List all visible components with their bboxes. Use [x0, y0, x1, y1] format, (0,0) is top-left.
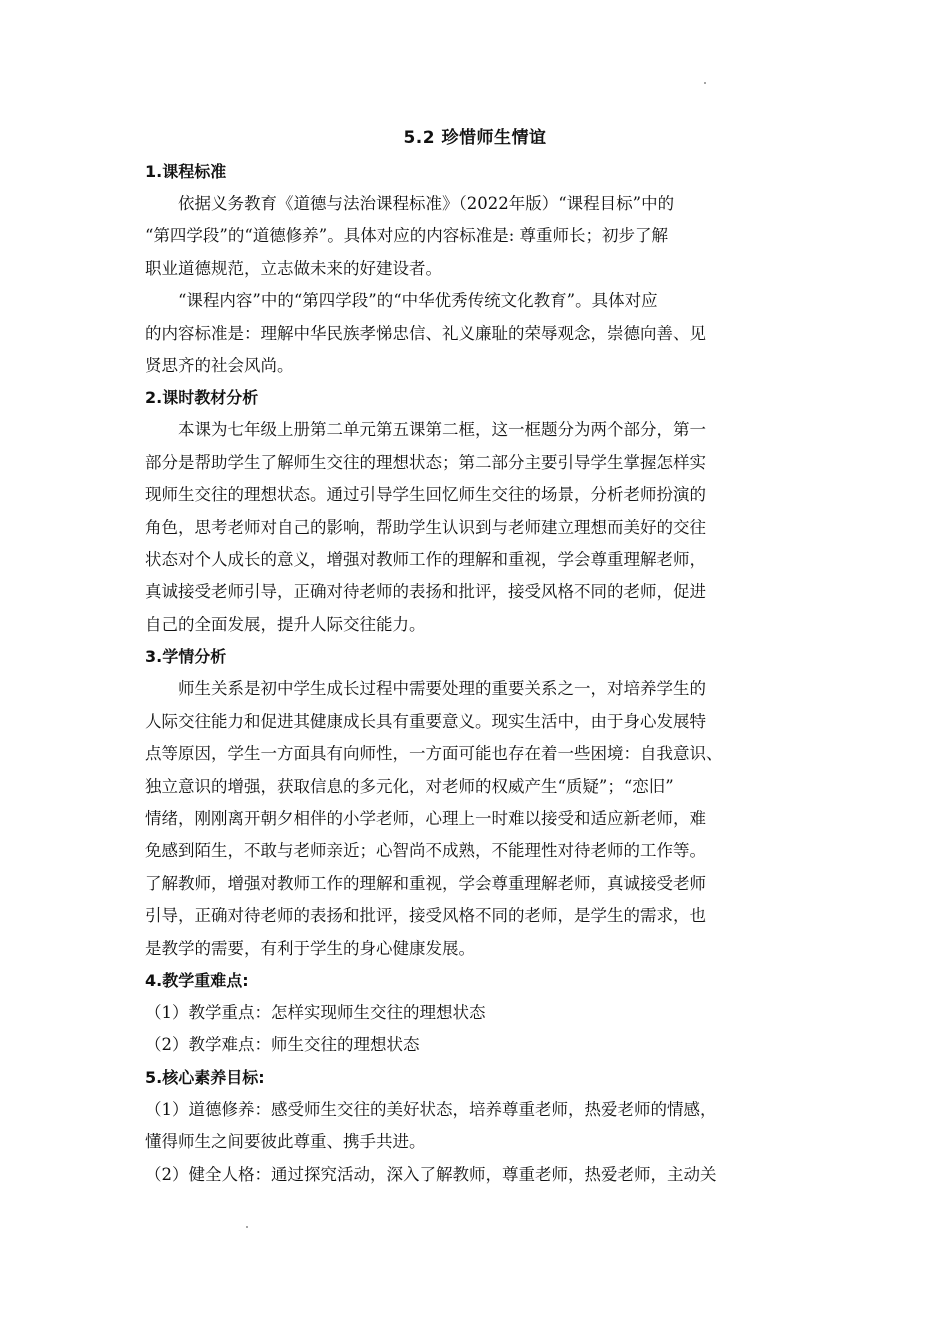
text-line: “第四学段”的“道德修养”。具体对应的内容标准是: 尊重师长；初步了解: [145, 226, 669, 246]
section-heading-textbook-analysis: 2.课时教材分析: [145, 388, 259, 408]
list-item: [145, 997, 825, 1029]
section-heading-key-difficulties: 4.教学重难点:: [145, 970, 249, 990]
text-line: （2）健全人格：通过探究活动，深入了解教师，尊重老师，热爱老师，主动关: [145, 1164, 717, 1184]
list-item: [145, 1159, 825, 1191]
text-line: 是教学的需要，有利于学生的身心健康发展。: [145, 938, 475, 958]
text-line: 点等原因，学生一方面具有向师性，一方面可能也存在着一些困境：自我意识、: [145, 744, 723, 764]
page-dot-bottom: [246, 1226, 248, 1228]
list-item: [145, 1029, 825, 1061]
paragraph: [145, 673, 825, 965]
text-line: 部分是帮助学生了解师生交往的理想状态；第二部分主要引导学生掌握怎样实: [145, 452, 706, 472]
text-line: 懂得师生之间要彼此尊重、携手共进。: [145, 1132, 426, 1152]
text-line: 职业道德规范，立志做未来的好建设者。: [145, 258, 442, 278]
document-body: [145, 156, 825, 1191]
text-line: （1）道德修养：感受师生交往的美好状态，培养尊重老师，热爱老师的情感，: [145, 1099, 717, 1119]
text-line: 的内容标准是：理解中华民族孝悌忠信、礼义廉耻的荣辱观念，崇德向善、见: [145, 323, 706, 343]
list-item: [145, 1094, 825, 1159]
text-line: 了解教师，增强对教师工作的理解和重视，学会尊重理解老师，真诚接受老师: [145, 873, 706, 893]
text-line: 本课为七年级上册第二单元第五课第二框，这一框题分为两个部分，第一: [178, 420, 706, 440]
paragraph: [145, 414, 825, 641]
text-line: 角色，思考老师对自己的影响，帮助学生认识到与老师建立理想而美好的交往: [145, 517, 706, 537]
section-heading-student-analysis: 3.学情分析: [145, 647, 227, 667]
text-line: 依据义务教育《道德与法治课程标准》（2022年版）“课程目标”中的: [178, 194, 675, 213]
text-line: 独立意识的增强，获取信息的多元化，对老师的权威产生“质疑”；“恋旧”: [145, 776, 674, 796]
text-line: 引导，正确对待老师的表扬和批评，接受风格不同的老师，是学生的需求，也: [145, 906, 706, 926]
text-line: 师生关系是初中学生成长过程中需要处理的重要关系之一，对培养学生的: [178, 679, 706, 699]
text-line: 真诚接受老师引导，正确对待老师的表扬和批评，接受风格不同的老师，促进: [145, 582, 706, 602]
text-line: 现师生交往的理想状态。通过引导学生回忆师生交往的场景，分析老师扮演的: [145, 485, 706, 505]
section-heading-curriculum-standard: 1.课程标准: [145, 162, 227, 181]
text-line: 情绪，刚刚离开朝夕相伴的小学老师，心理上一时难以接受和适应新老师，难: [145, 808, 706, 828]
document-title: 5.2 珍惜师生情谊: [403, 128, 547, 148]
text-line: 贤思齐的社会风尚。: [145, 356, 294, 376]
paragraph: [145, 188, 825, 285]
paragraph: [145, 285, 825, 382]
text-line: 免感到陌生，不敢与老师亲近；心智尚不成熟，不能理性对待老师的工作等。: [145, 841, 706, 861]
section-heading-core-literacy-goals: 5.核心素养目标:: [145, 1067, 265, 1087]
text-line: （1）教学重点：怎样实现师生交往的理想状态: [145, 1002, 486, 1022]
text-line: “课程内容”中的“第四学段”的“中华优秀传统文化教育”。具体对应: [178, 291, 658, 311]
text-line: （2）教学难点：师生交往的理想状态: [145, 1035, 420, 1055]
text-line: 人际交往能力和促进其健康成长具有重要意义。现实生活中，由于身心发展特: [145, 711, 706, 731]
text-line: 状态对个人成长的意义，增强对教师工作的理解和重视，学会尊重理解老师，: [145, 550, 706, 570]
page-dot-top: [704, 82, 706, 84]
text-line: 自己的全面发展，提升人际交往能力。: [145, 614, 426, 634]
